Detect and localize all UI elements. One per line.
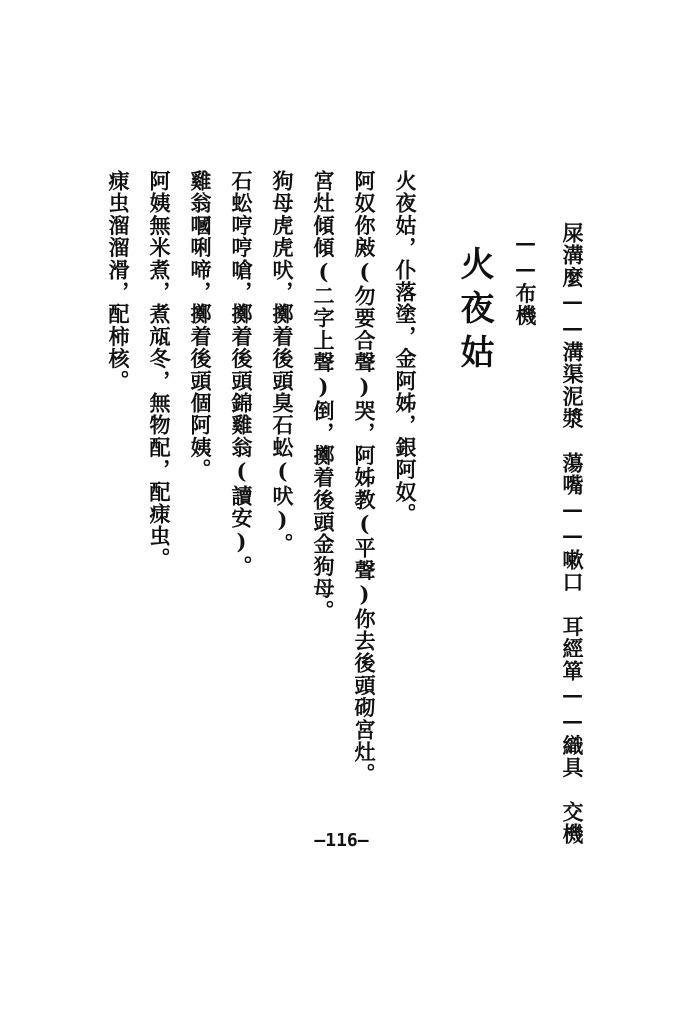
verse-line-4: 狗母虎虎吠，擲着後頭臭石蚣(吠)。	[270, 170, 295, 556]
verse-line-8: 㾊虫溜溜滑，配柿核。	[106, 170, 131, 392]
verse-line-5: 石蚣哼哼嗆，擲着後頭錦雞翁(讀安)。	[229, 170, 254, 578]
page-number: —116—	[314, 830, 369, 851]
poem-title: 火夜姑	[454, 246, 494, 378]
verse-line-1: 火夜姑，仆落塗，金阿姊，銀阿奴。	[393, 170, 418, 526]
glossary-line-1: 屎溝麼——溝渠泥漿 蕩嘴——嗽口 耳經箪——織具 交機	[560, 222, 585, 846]
verse-line-3: 宮灶傾傾(二字上聲)倒，擲着後頭金狗母。	[311, 170, 336, 622]
verse-line-7: 阿姨無米煮，煮㼚冬，無物配，配㾊虫。	[147, 170, 172, 570]
verse-line-2: 阿奴你㪐(勿要合聲)哭，阿姊教(平聲)你去後頭砌宮灶。	[352, 170, 377, 786]
verse-line-6: 雞翁嘓唎啼，擲着後頭個阿姨。	[188, 170, 213, 481]
glossary-line-2: ——布機	[513, 230, 538, 327]
